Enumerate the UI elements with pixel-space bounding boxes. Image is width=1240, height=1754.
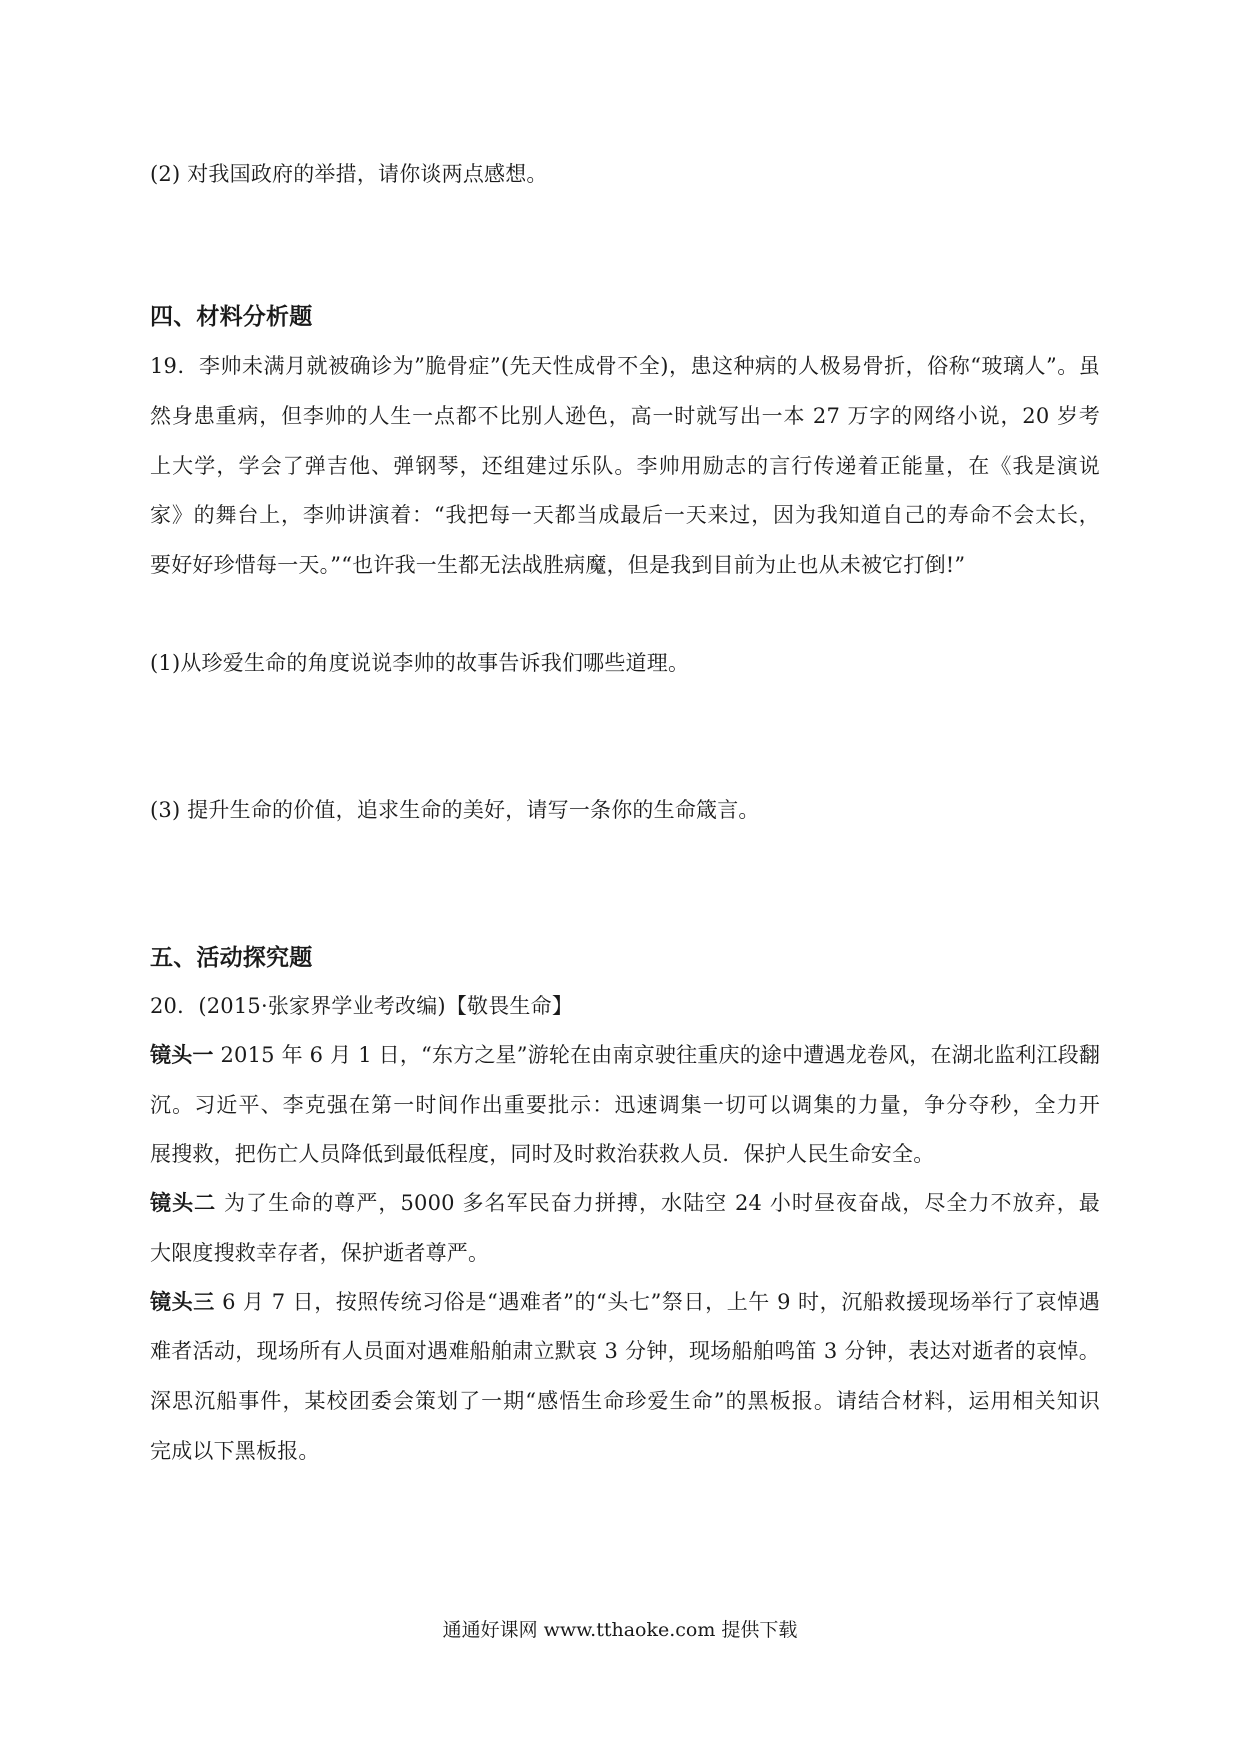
shot-1-text: 2015 年 6 月 1 日，“东方之星”游轮在由南京驶往重庆的途中遭遇龙卷风，在湖北监利江段翻 — [213, 1043, 1101, 1067]
shot-2-text: 为了生命的尊严，5000 多名军民奋力拼搏，水陆空 24 小时昼夜奋战，尽全力不放弃，最 — [216, 1191, 1100, 1215]
question-19-sub1: (1)从珍爱生命的角度说说李帅的故事告诉我们哪些道理。 — [150, 651, 690, 675]
question-19-sub3: (3) 提升生命的价值，追求生命的美好，请写一条你的生命箴言。 — [150, 798, 760, 822]
q19-line-1: 19．李帅未满月就被确诊为”脆骨症”(先天性成骨不全)，患这种病的人极易骨折，俗称“玻璃人”。虽 — [150, 354, 1100, 378]
shot-3-label: 镜头三 — [150, 1290, 215, 1314]
question-18-sub2: (2) 对我国政府的举措，请你谈两点感想。 — [150, 162, 548, 186]
section-5-heading: 五、活动探究题 — [150, 945, 313, 971]
shot-3-line-1 — [150, 1287, 1100, 1317]
shot-3-line-4: 完成以下黑板报。 — [150, 1439, 320, 1463]
q19-line-2: 然身患重病，但李帅的人生一点都不比别人逊色，高一时就写出一本 27 万字的网络小说，20 岁考 — [150, 404, 1100, 428]
shot-2-label: 镜头二 — [150, 1191, 217, 1215]
question-20-intro: 20．(2015·张家界学业考改编)【敬畏生命】 — [150, 994, 574, 1018]
q19-line-4: 家》的舞台上，李帅讲演着：“我把每一天都当成最后一天来过，因为我知道自己的寿命不会太长， — [150, 503, 1100, 527]
shot-1-line-1 — [150, 1040, 1100, 1070]
q19-line-5: 要好好珍惜每一天。”“也许我一生都无法战胜病魔，但是我到目前为止也从未被它打倒!” — [150, 553, 966, 577]
footer-credit: 通通好课网 www.tthaoke.com 提供下载 — [442, 1619, 798, 1641]
shot-1-line-3: 展搜救，把伤亡人员降低到最低程度，同时及时救治获救人员．保护人民生命安全。 — [150, 1142, 935, 1166]
shot-2-line-2: 大限度搜救幸存者，保护逝者尊严。 — [150, 1241, 490, 1265]
q19-line-3: 上大学，学会了弹吉他、弹钢琴，还组建过乐队。李帅用励志的言行传递着正能量，在《我是演说 — [150, 454, 1100, 478]
shot-1-line-2: 沉。习近平、李克强在第一时间作出重要批示：迅速调集一切可以调集的力量，争分夺秒，全力开 — [150, 1093, 1100, 1117]
shot-3-line-3: 深思沉船事件，某校团委会策划了一期“感悟生命珍爱生命”的黑板报。请结合材料，运用相关知识 — [150, 1389, 1100, 1413]
shot-1-label: 镜头一 — [150, 1043, 214, 1067]
section-4-heading: 四、材料分析题 — [150, 304, 313, 330]
shot-2-line-1 — [150, 1188, 1100, 1218]
shot-3-line-2: 难者活动，现场所有人员面对遇难船舶肃立默哀 3 分钟，现场船舶鸣笛 3 分钟，表达对逝者的哀悼。 — [150, 1339, 1100, 1363]
shot-3-text: 6 月 7 日，按照传统习俗是“遇难者”的“头七”祭日，上午 9 时，沉船救援现场举行了哀悼遇 — [214, 1290, 1100, 1314]
